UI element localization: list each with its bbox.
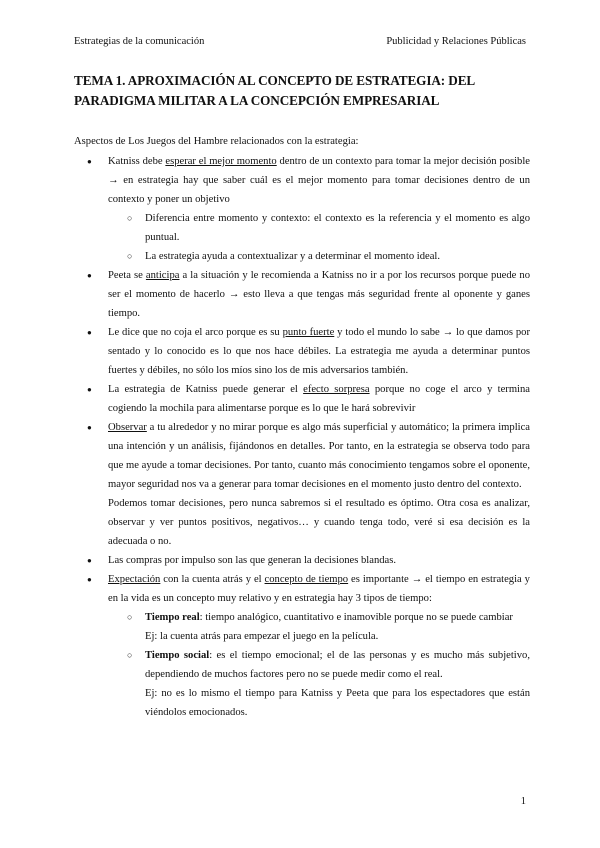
- text: Le dice que no coja el arco porque es su: [108, 327, 283, 338]
- body-content: [74, 132, 530, 722]
- text: a la situación y le recomienda a Katniss no ir a por los recursos porque puede no ser el momento de hacerlo → esto lleva a que tengas más seguridad frente al oponente y ganes tiempo.: [108, 270, 530, 319]
- bold-term: Tiempo real: [145, 612, 200, 623]
- text: a tu alrededor y no mirar porque es algo más superficial y automático; la primera implica una intención y un análisis, fijándonos en detalles. Por tanto, en la estrategia se observa todo para que me ayude a tomar decisiones. Por tanto, cuanto más conocimiento tengamos sobre el oponente, mayor seguridad nos va a generar para tomar decisiones en el momento justo dentro del contexto.: [108, 422, 530, 490]
- page-number: 1: [520, 796, 526, 807]
- intro-text: Aspectos de Los Juegos del Hambre relacionados con la estrategia:: [74, 136, 359, 147]
- text: y todo el mundo lo sabe → lo que damos por sentado y lo conocido es lo que nos hace débiles. La estrategia me ayuda a determinar puntos fuertes y débiles, no sólo los míos sino los de mis adversarios también.: [108, 327, 531, 376]
- text: con la cuenta atrás y el: [160, 574, 265, 585]
- example-text: Ej: no es lo mismo el tiempo para Katniss y Peeta que para los espectadores que están viéndolos emocionados.: [145, 688, 530, 718]
- sub-list-item: [108, 608, 530, 646]
- bold-term: Tiempo social: [145, 650, 210, 661]
- sub-list-item: ○ La estrategia ayuda a contextualizar y a determinar el momento ideal.: [108, 247, 530, 266]
- text: La estrategia de Katniss puede generar el: [108, 384, 304, 395]
- text: Katniss debe: [108, 156, 166, 167]
- list-item: [74, 152, 530, 266]
- page-title: TEMA 1. APROXIMACIÓN AL CONCEPTO DE ESTRATEGIA: DEL PARADIGMA MILITAR A LA CONCEPCIÓN EMPRESARIAL: [74, 73, 475, 108]
- text: es importante → el tiempo en estrategia y en la vida es un concepto muy relativo y en estrategia hay 3 tipos de tiempo:: [108, 574, 530, 604]
- underlined-term: anticipa: [145, 270, 180, 281]
- list-item: [74, 323, 530, 380]
- sub-list: [108, 608, 530, 722]
- sub-list-item: [108, 646, 530, 722]
- underlined-term: esperar el mejor momento: [165, 156, 277, 167]
- list-item: [74, 418, 530, 551]
- underlined-term: Observar: [108, 422, 147, 433]
- text: dentro de un contexto para tomar la mejor decisión posible → en estrategia hay que saber cuál es el mejor momento para tomar decisiones dentro de un contexto y poner un objetivo: [108, 156, 530, 205]
- underlined-term: punto fuerte: [282, 327, 335, 338]
- example-text: Ej: la cuenta atrás para empezar el juego en la película.: [145, 631, 379, 642]
- text: porque no coge el arco y termina cogiendo la mochila para alimentarse porque es lo que le hará sobrevivir: [108, 384, 530, 414]
- sub-list: [108, 209, 530, 266]
- text: : es el tiempo emocional; el de las personas y es mucho más subjetivo, dependiendo de muchos factores pero no se puede medir como el real.: [145, 650, 530, 680]
- text: Peeta se: [108, 270, 146, 281]
- header-course: Estrategias de la comunicación: [74, 36, 205, 47]
- header-degree: Publicidad y Relaciones Públicas: [386, 36, 526, 47]
- bullet-list: [74, 152, 530, 722]
- list-item: [74, 380, 530, 418]
- underlined-term: Expectación: [108, 574, 161, 585]
- list-item: [74, 570, 530, 722]
- sub-list-item: ○ Diferencia entre momento y contexto: el contexto es la referencia y el momento es algo puntual.: [108, 209, 530, 247]
- underlined-term: efecto sorpresa: [303, 384, 370, 395]
- underlined-term: concepto de tiempo: [264, 574, 349, 585]
- paragraph: Podemos tomar decisiones, pero nunca sabremos si el resultado es óptimo. Otra cosa es analizar, observar y ver puntos positivos, negativos… y cuando tenga todo, veré si esa decisión es la adecuada o no.: [108, 498, 530, 547]
- text: : tiempo analógico, cuantitativo e inamovible porque no se puede cambiar: [199, 612, 513, 623]
- list-item: [74, 266, 530, 323]
- list-item: ● Las compras por impulso son las que generan la decisiones blandas.: [74, 551, 530, 570]
